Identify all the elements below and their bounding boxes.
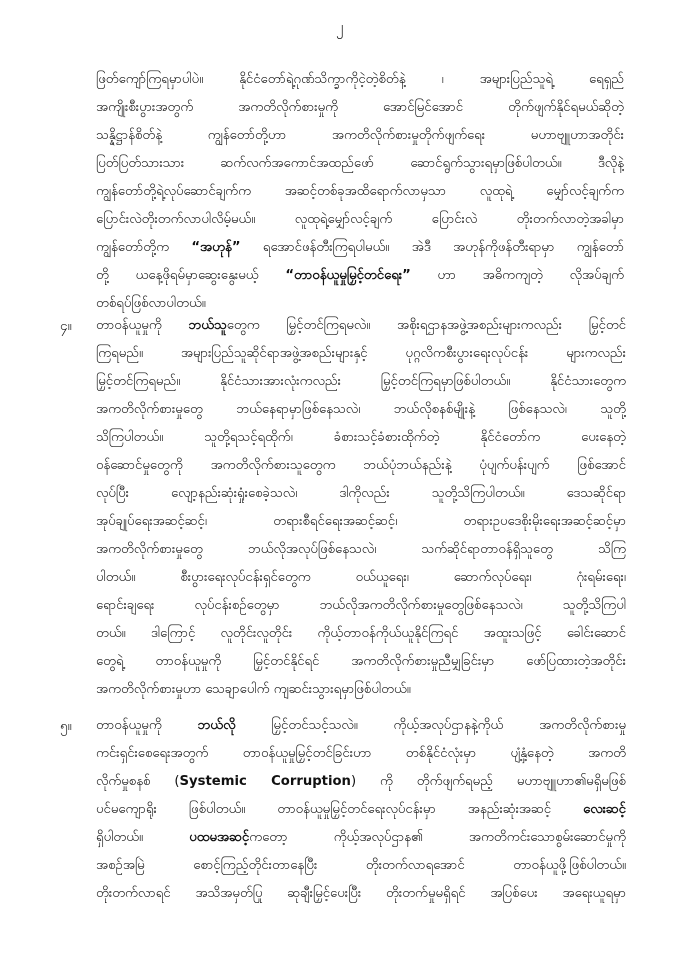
bold-term-four-steps: လေးဆင့် bbox=[583, 802, 626, 817]
text-line: မြှင့်တင်ကြရမည်။ နိုင်ငံသားအားလုံးကလည်း မြှင့်တင်ကြရမှာဖြစ်ပါတယ်။ နိုင်ငံသားတွေက bbox=[96, 374, 626, 389]
text-line: သန္နိဋ္ဌာန်စိတ်နဲ့ ကျွန်တော်တို့ဟာ အကတိလိုက်စားမှုတိုက်ဖျက်ရေး မဟာဗျူဟာအတိုင်း bbox=[96, 128, 624, 143]
bold-term-systemic-corruption: Systemic Corruption bbox=[179, 774, 351, 789]
text-run: ကျွန်တော်တို့က bbox=[96, 240, 192, 255]
text-line bbox=[96, 768, 626, 796]
text-run: တွေက မြှင့်တင်ကြရမလဲ။ အစိုးရဌာနအဖွဲ့အစည်းများကလည်း မြှင့်တင် bbox=[226, 318, 626, 333]
text-line: အကတိလိုက်စားမှုဟာ သေချာပေါက် ကျဆင်းသွားရမှာဖြစ်ပါတယ်။ bbox=[96, 682, 411, 697]
paragraph-body bbox=[96, 312, 626, 704]
text-line: လုပ်ပြီး လျော့နည်းဆုံးရှုံးစေခဲ့သလဲ၊ ဒါကိုလည်း သူတို့သိကြပါတယ်။ ဒေသဆိုင်ရာ bbox=[96, 486, 626, 501]
text-line: ပါတယ်။ စီးပွားရေးလုပ်ငန်းရှင်တွေက ဝယ်ယူရေး၊ ဆောက်လုပ်ရေး၊ ဂုံးရမ်းရေး၊ bbox=[96, 570, 626, 585]
bold-term-first-step: ပထမအဆင့် bbox=[189, 830, 250, 845]
text-line: အုပ်ချုပ်ရေးအဆင့်ဆင့်၊ တရားစီရင်ရေးအဆင့်ဆင့်၊ တရားဥပဒေစိုးမိုးရေးအဆင့်ဆင့်မှာ bbox=[96, 514, 626, 529]
paragraph-5 bbox=[60, 712, 626, 908]
text-line: သိကြပါတယ်။ သူတို့ရသင့်ရထိုက်၊ ခံစားသင့်ခံစားထိုက်တဲ့ နိုင်ငံတော်က ပေးနေတဲ့ bbox=[96, 430, 626, 445]
text-run: တာဝန်ယူမှုကို bbox=[96, 318, 189, 333]
text-run: ဟာ အဓိကကျတဲ့ လိုအပ်ချက် bbox=[410, 268, 624, 283]
paragraph-body bbox=[96, 712, 626, 908]
text-line: တယ်။ ဒါကြောင့် လူတိုင်းလူတိုင်း ကိုယ့်တာဝန်ကိုယ်ယူနိုင်ကြရင် အထူးသဖြင့် ခေါင်းဆောင် bbox=[96, 626, 626, 641]
bold-term-ahon: “အဟုန်” bbox=[191, 240, 241, 255]
text-line bbox=[96, 312, 626, 340]
paragraph-number: ၄။ bbox=[60, 318, 72, 334]
text-line: ဖြတ်ကျော်ကြရမှာပါပဲ။ နိုင်ငံတော်ရဲ့ဂုဏ်သိက္ခာကိုငဲ့တဲ့စိတ်နဲ့ ၊ အများပြည်သူရဲ့ ရေရှည် bbox=[96, 72, 624, 87]
bold-term-who: ဘယ်သူ bbox=[188, 318, 227, 333]
bold-term-how: ဘယ်လို bbox=[197, 718, 236, 733]
text-run: မြှင့်တင်သင့်သလဲ။ ကိုယ့်အလုပ်ဌာနနဲ့ကိုယ် အကတိလိုက်စားမှု bbox=[235, 718, 626, 733]
text-line: ရောင်းချရေး လုပ်ငန်းစဉ်တွေမှာ ဘယ်လိုအကတိလိုက်စားမှုတွေဖြစ်နေသလဲ၊ သူတို့သိကြပါ bbox=[96, 598, 626, 613]
text-line bbox=[96, 262, 624, 290]
text-line: အကတိလိုက်စားမှုတွေ ဘယ်နေရာမှာဖြစ်နေသလဲ၊ ဘယ်လိုစနစ်မျိုးနဲ့ ဖြစ်နေသလဲ၊ သူတို့ bbox=[96, 402, 626, 417]
text-line bbox=[96, 234, 624, 262]
text-run: လိုက်မှုစနစ် ( bbox=[96, 774, 180, 789]
text-line: ပြတ်ပြတ်သားသား ဆက်လက်အကောင်အထည်ဖော် ဆောင်ရွက်သွားရမှာဖြစ်ပါတယ်။ ဒီလိုနဲ့ bbox=[96, 156, 624, 171]
text-line: ကြရမည်။ အများပြည်သူဆိုင်ရာအဖွဲ့အစည်းများနှင့် ပုဂ္ဂလိကစီးပွားရေးလုပ်ငန်း များကလည်း bbox=[96, 346, 626, 361]
text-run: ကတော့ ကိုယ့်အလုပ်ဌာန၏ အကတိကင်းသောစွမ်းဆောင်မှုကို bbox=[249, 830, 626, 845]
text-line bbox=[96, 796, 626, 824]
paragraph-4 bbox=[60, 312, 626, 704]
text-line: တွေရဲ့ တာဝန်ယူမှုကို မြှင့်တင်နိုင်ရင် အကတိလိုက်စားမှုညီမျှခြင်းမှာ ဖော်ပြထားတဲ့အတိုင်း bbox=[96, 654, 626, 669]
bold-term-accountability: “တာဝန်ယူမှုမြှင့်တင်ရေး” bbox=[285, 268, 411, 283]
text-line: ကင်းရှင်းစေရေးအတွက် တာဝန်ယူမှုမြှင့်တင်ခြင်းဟာ တစ်နိုင်ငံလုံးမှာ ပျံ့နှံ့နေတဲ့ အကတိ bbox=[96, 746, 626, 761]
text-line: တိုးတက်လာရင် အသိအမှတ်ပြု ဆုချီးမြှင့်ပေးပြီး တိုးတက်မှုမရှိရင် အပြစ်ပေး အရေးယူရမှာ bbox=[96, 886, 626, 901]
text-line: တစ်ရပ်ဖြစ်လာပါတယ်။ bbox=[96, 296, 206, 311]
text-line bbox=[96, 824, 626, 852]
text-run: ရှိပါတယ်။ bbox=[96, 830, 144, 845]
paragraph-number: ၅။ bbox=[60, 718, 72, 734]
text-line: အကျိုးစီးပွားအတွက် အကတိလိုက်စားမှုကို အောင်မြင်အောင် တိုက်ဖျက်နိုင်ရမယ်ဆိုတဲ့ bbox=[96, 100, 624, 115]
text-run: တာဝန်ယူမှုကို bbox=[96, 718, 198, 733]
text-run: တို့ ယနေ့ဖိုရမ်မှာဆွေးနွေးမယ့် bbox=[96, 268, 286, 283]
text-line: ဝန်ဆောင်မှုတွေကို အကတိလိုက်စားသူတွေက ဘယ်ပုံဘယ်နည်းနဲ့ ပုံပျက်ပန်းပျက် ဖြစ်အောင် bbox=[96, 458, 626, 473]
text-line: ပြောင်းလဲတိုးတက်လာပါလိမ့်မယ်။ လူထုရဲ့မျှော်လင့်ချက် ပြောင်းလဲ တိုးတက်လာတဲ့အခါမှာ bbox=[96, 212, 624, 227]
text-run: ) ကို တိုက်ဖျက်ရမည့် မဟာဗျူဟာ၏မရှိမဖြစ် bbox=[350, 774, 626, 789]
text-run: ပင်မကျောရိုး ဖြစ်ပါတယ်။ တာဝန်ယူမှုမြှင့်တင်ရေးလုပ်ငန်းမှာ အနည်းဆုံးအဆင့် bbox=[96, 802, 584, 817]
text-line: အစဉ်အမြဲ စောင့်ကြည့်တိုင်းတာနေပြီး တိုးတက်လာရအောင် တာဝန်ယူဖို့ဖြစ်ပါတယ်။ bbox=[96, 858, 626, 873]
text-run: ရအောင်ဖန်တီးကြရပါမယ်။ အဲဒီ အဟုန်ကိုဖန်တီးရာမှာ ကျွန်တော် bbox=[240, 240, 624, 255]
intro-paragraph bbox=[96, 66, 624, 318]
text-line bbox=[96, 712, 626, 740]
text-line: အကတိလိုက်စားမှုတွေ ဘယ်လိုအလုပ်ဖြစ်နေသလဲ၊ သက်ဆိုင်ရာတာဝန်ရှိသူတွေ သိကြ bbox=[96, 542, 626, 557]
text-line: ကျွန်တော်တို့ရဲ့လုပ်ဆောင်ချက်က အဆင့်တစ်ခုအထိရောက်လာမှသာ လူထုရဲ့ မျှော်လင့်ချက်က bbox=[96, 184, 624, 199]
page-number: ၂ bbox=[335, 18, 344, 36]
